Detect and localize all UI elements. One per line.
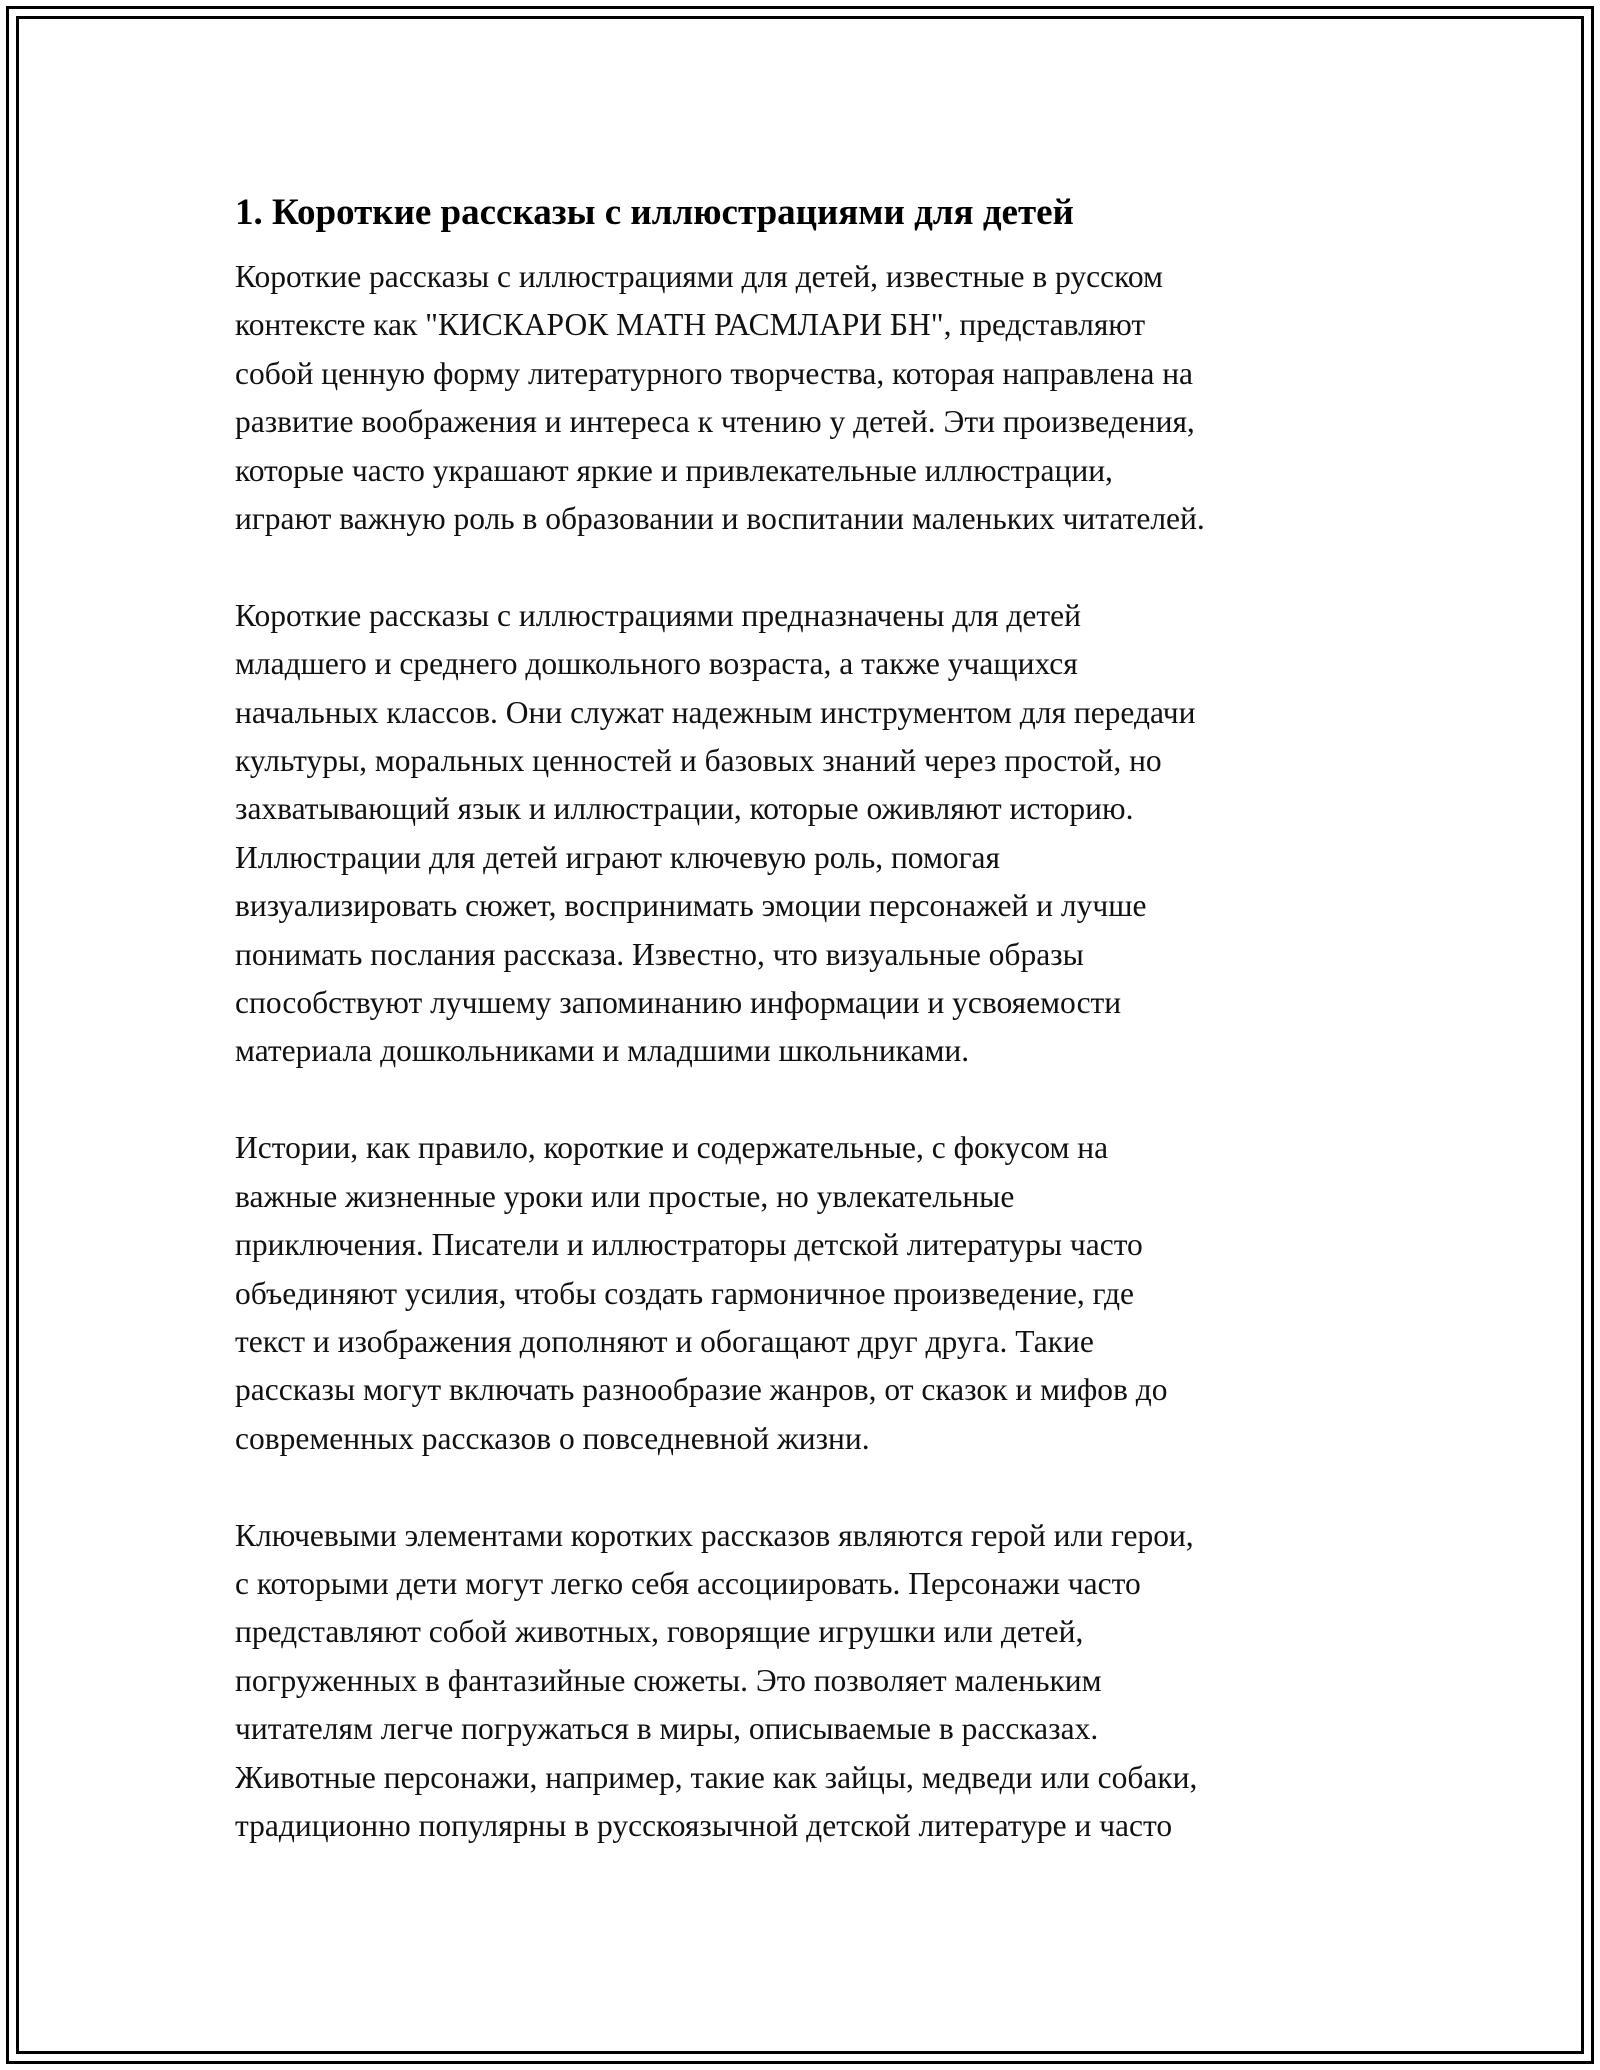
text-line: культуры, моральных ценностей и базовых знаний через простой, но [235,743,1162,779]
text-line: читателям легче погружаться в миры, описываемые в рассказах. [235,1711,1099,1747]
text-line: Короткие рассказы с иллюстрациями для детей, известные в русском [235,259,1163,294]
text-line: Истории, как правило, короткие и содержательные, с фокусом на [235,1130,1109,1166]
text-line: начальных классов. Они служат надежным инструментом для передачи [235,694,1196,730]
paragraph [235,253,1375,543]
text-line: текст и изображения дополняют и обогащают друг друга. Такие [235,1323,1094,1359]
text-line: Животные персонажи, например, такие как зайцы, медведи или собаки, [235,1759,1198,1795]
text-line: с которыми дети могут легко себя ассоциировать. Персонажи часто [235,1565,1141,1601]
text-line: материала дошкольниками и младшими школьниками. [235,1033,970,1069]
text-line: развитие воображения и интереса к чтению у детей. Эти произведения, [235,404,1195,440]
text-line: младшего и среднего дошкольного возраста, а также учащихся [235,646,1078,682]
paragraph [235,1124,1375,1463]
text-line: современных рассказов о повседневной жизни. [235,1420,870,1456]
text-line: традиционно популярны в русскоязычной детской литературе и часто [235,1807,1173,1843]
text-line: важные жизненные уроки или простые, но увлекательные [235,1178,1015,1214]
paragraph-spacer [235,1463,1375,1511]
text-line: визуализировать сюжет, воспринимать эмоции персонажей и лучше [235,888,1147,924]
text-line: понимать послания рассказа. Известно, что визуальные образы [235,936,1084,972]
text-line: играют важную роль в образовании и воспитании маленьких читателей. [235,501,1205,537]
text-line: объединяют усилия, чтобы создать гармоничное произведение, где [235,1275,1135,1311]
text-line: собой ценную форму литературного творчества, которая направлена на [235,355,1194,391]
text-line: захватывающий язык и иллюстрации, которые оживляют историю. [235,791,1134,827]
document-body [235,185,1375,1850]
paragraph-spacer [235,1076,1375,1124]
text-line: Иллюстрации для детей играют ключевую роль, помогая [235,839,1001,875]
text-line: приключения. Писатели и иллюстраторы детской литературы часто [235,1227,1143,1263]
section-heading: 1. Короткие рассказы с иллюстрациями для детей [235,192,1074,233]
text-line: которые часто украшают яркие и привлекательные иллюстрации, [235,452,1113,488]
paragraph-spacer [235,543,1375,591]
text-line: способствуют лучшему запоминанию информации и усвояемости [235,985,1122,1021]
text-line: погруженных в фантазийные сюжеты. Это позволяет маленьким [235,1662,1102,1698]
paragraph-list [235,253,1375,1850]
text-line: представляют собой животных, говорящие игрушки или детей, [235,1614,1084,1650]
text-line: рассказы могут включать разнообразие жанров, от сказок и мифов до [235,1372,1168,1408]
text-line: Короткие рассказы с иллюстрациями предназначены для детей [235,597,1081,633]
paragraph [235,1512,1375,1851]
text-line: Ключевыми элементами коротких рассказов являются герой или герои, [235,1517,1194,1553]
paragraph [235,592,1375,1076]
text-line: контексте как "КИСКАРОК МАТН РАСМЛАРИ БН", представляют [235,307,1146,343]
